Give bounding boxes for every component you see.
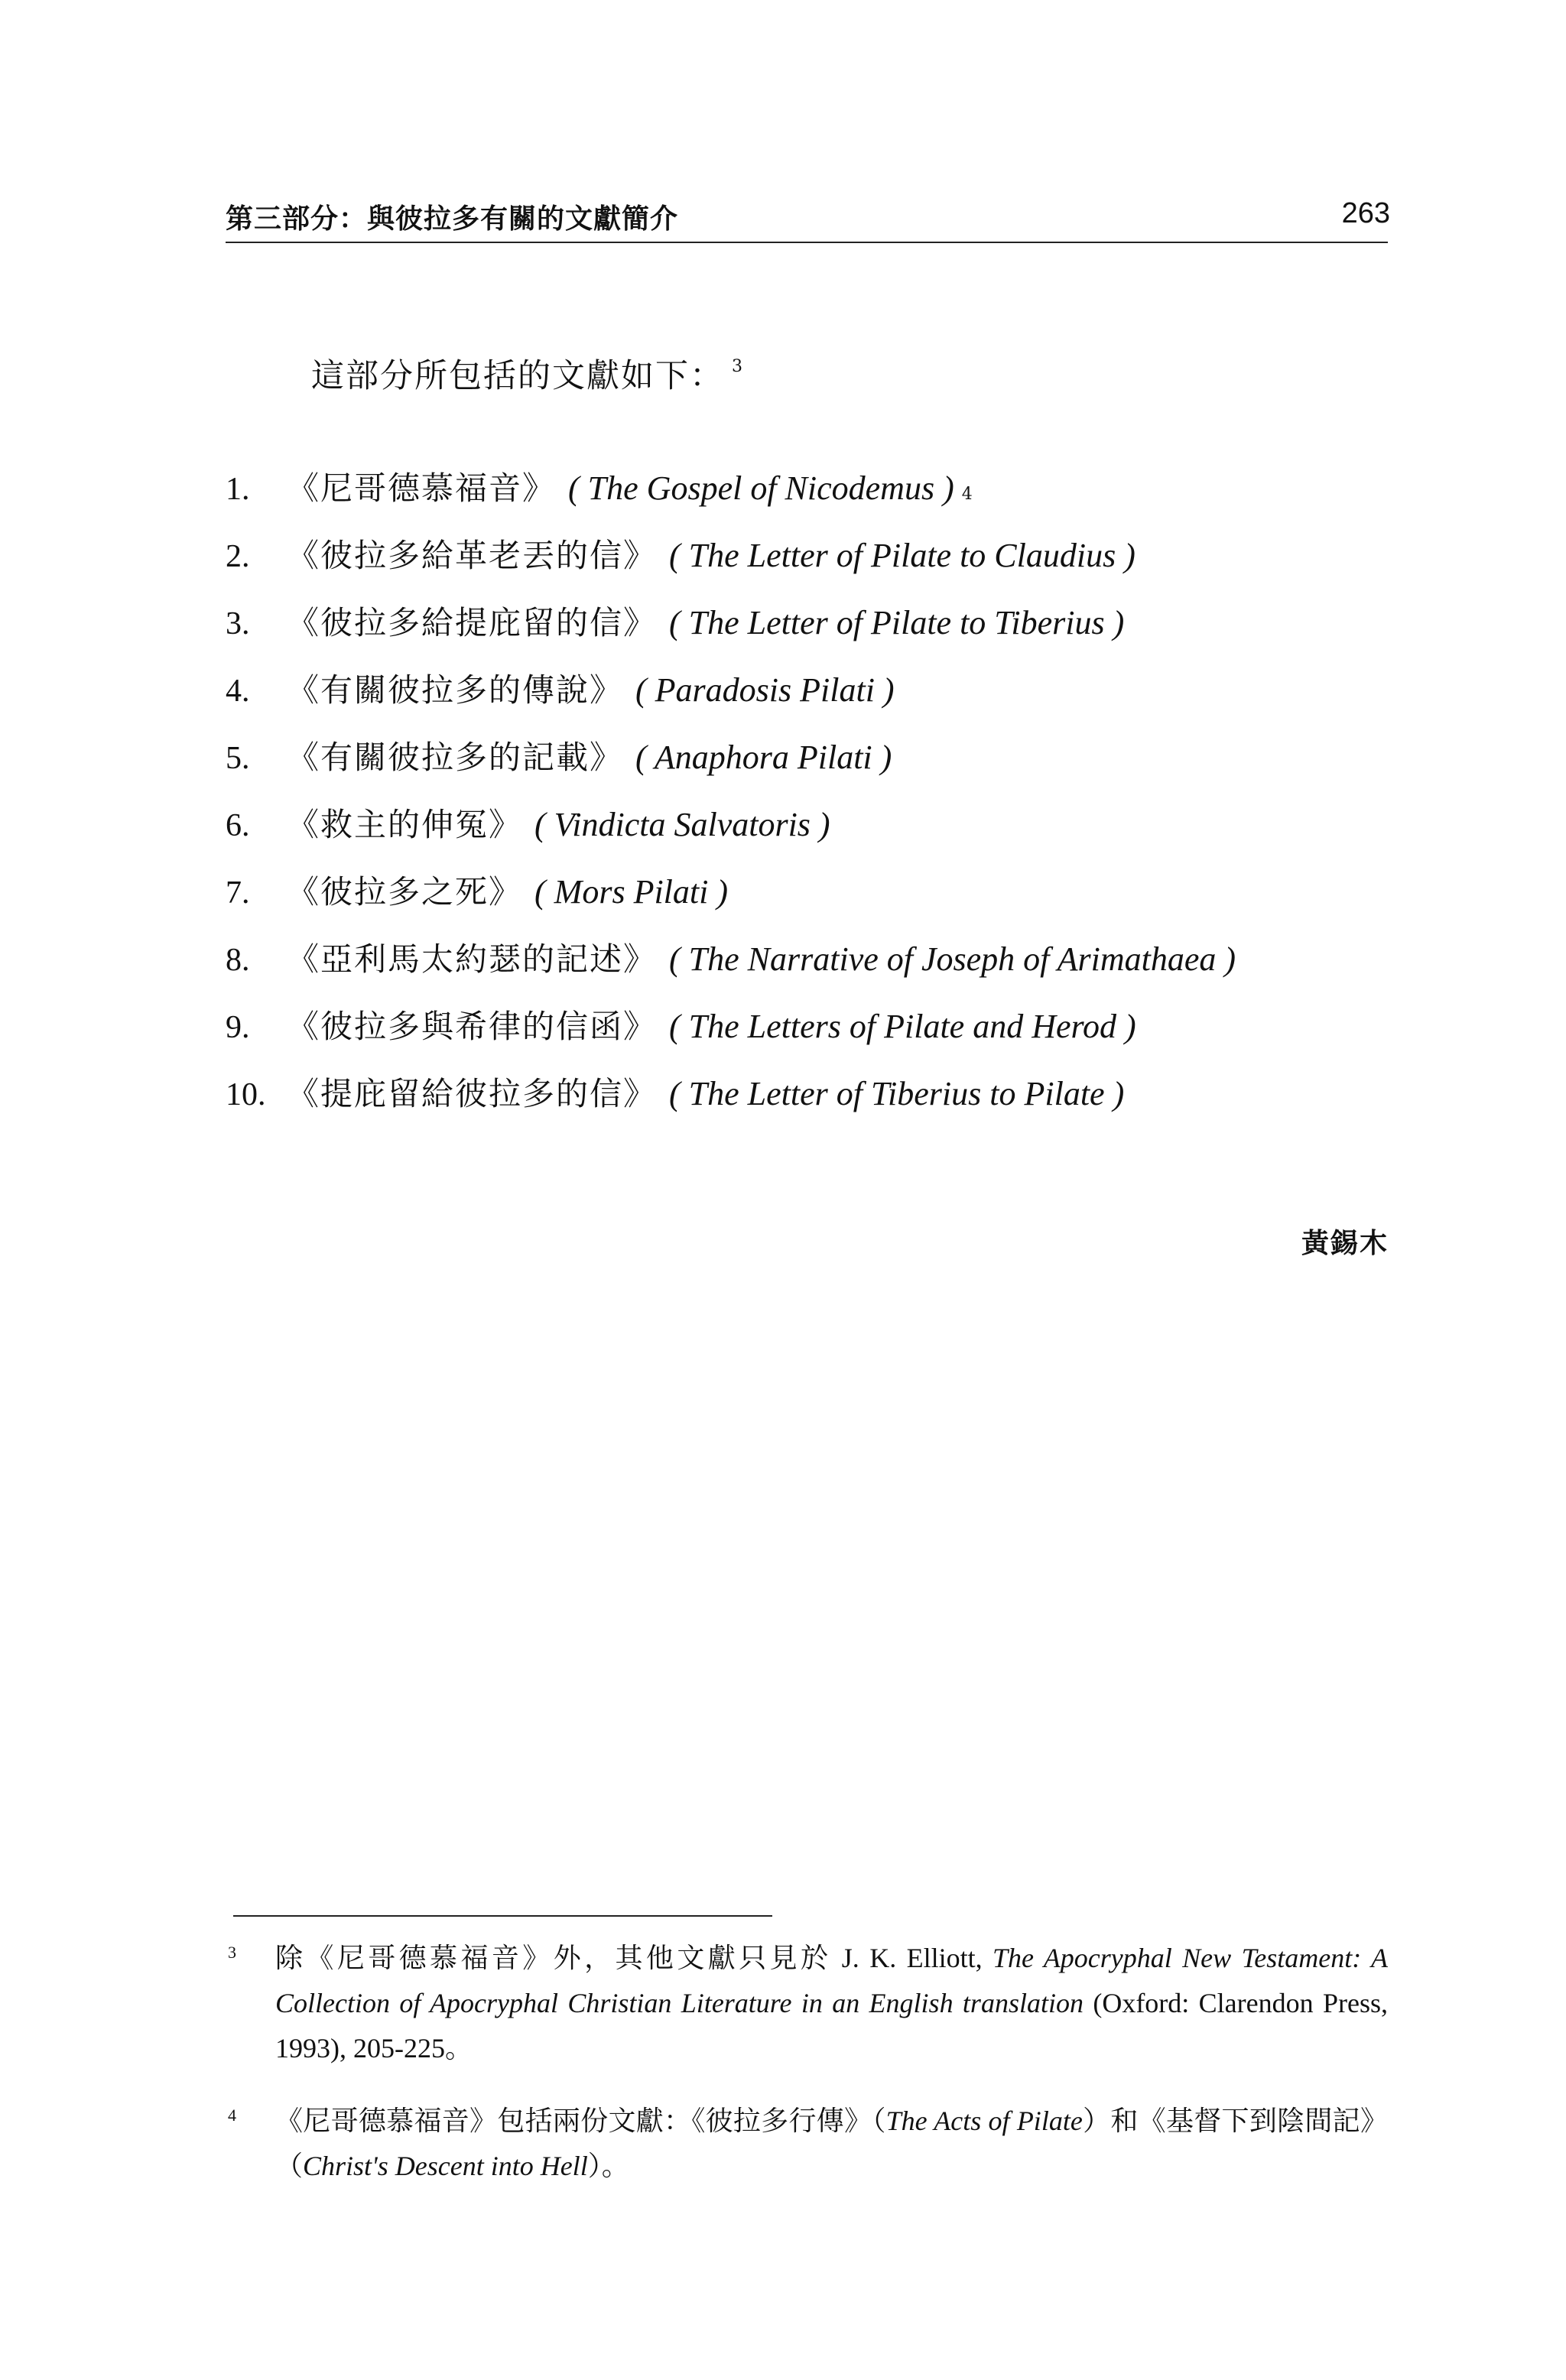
footnote-text: ）。 xyxy=(587,2151,629,2181)
document-list xyxy=(226,463,1236,1136)
header-rule xyxy=(226,242,1388,243)
item-english-title: ( The Letter of Pilate to Claudius ) xyxy=(669,537,1136,574)
item-english-title: ( The Gospel of Nicodemus ) xyxy=(568,469,954,507)
footnote-text: (Oxford: Clarendon Press, 1993), 205-225。 xyxy=(275,1988,1388,2063)
item-number: 6. xyxy=(226,808,250,843)
item-english-title: ( The Letters of Pilate and Herod ) xyxy=(669,1008,1136,1045)
item-chinese-title: 《彼拉多之死》 xyxy=(287,873,523,911)
item-english-title: ( Vindicta Salvatoris ) xyxy=(534,806,830,843)
item-english-title: ( The Letter of Pilate to Tiberius ) xyxy=(669,604,1125,641)
list-item xyxy=(226,665,1236,732)
item-chinese-title: 《提庇留給彼拉多的信》 xyxy=(287,1075,658,1112)
footnote-ref-4: 4 xyxy=(961,485,973,504)
footnote-text: 《尼哥德慕福音》包括兩份文獻：《彼拉多行傳》（ xyxy=(275,2106,886,2136)
page-number: 263 xyxy=(1341,197,1390,229)
intro-paragraph xyxy=(311,350,742,397)
item-english-title: ( The Letter of Tiberius to Pilate ) xyxy=(669,1075,1125,1112)
list-item xyxy=(226,800,1236,867)
item-chinese-title: 《彼拉多給提庇留的信》 xyxy=(287,604,658,641)
list-item xyxy=(226,531,1236,598)
footnote-rule xyxy=(233,1915,772,1917)
item-number: 8. xyxy=(226,943,250,978)
item-number: 5. xyxy=(226,741,250,776)
footnote-3 xyxy=(228,1936,1388,2071)
item-number: 4. xyxy=(226,674,250,709)
footnote-mark: 3 xyxy=(228,1943,236,1962)
list-item xyxy=(226,463,1236,531)
list-item xyxy=(226,598,1236,665)
item-chinese-title: 《救主的伸冤》 xyxy=(287,806,523,843)
item-chinese-title: 《有關彼拉多的記載》 xyxy=(287,739,624,776)
item-number: 7. xyxy=(226,875,250,911)
item-english-title: ( Paradosis Pilati ) xyxy=(635,671,895,709)
list-item xyxy=(226,1069,1236,1136)
item-english-title: ( Anaphora Pilati ) xyxy=(635,739,892,776)
item-english-title: ( Mors Pilati ) xyxy=(534,873,728,911)
item-number: 9. xyxy=(226,1010,250,1045)
running-head: 第三部分：與彼拉多有關的文獻簡介 xyxy=(226,203,679,235)
footnote-book-title: The Apocryphal New Testament: A Collection of Apocryphal Christian Literature in an English translation xyxy=(275,1943,1388,2018)
item-chinese-title: 《彼拉多與希律的信函》 xyxy=(287,1008,658,1045)
list-item xyxy=(226,1002,1236,1069)
author-name: 黃錫木 xyxy=(1301,1228,1389,1259)
list-item xyxy=(226,732,1236,800)
item-chinese-title: 《亞利馬太約瑟的記述》 xyxy=(287,940,658,978)
footnote-ref-3: 3 xyxy=(732,357,742,376)
intro-text: 這部分所包括的文獻如下： xyxy=(311,357,724,395)
item-chinese-title: 《彼拉多給革老丟的信》 xyxy=(287,537,658,574)
footnote-mark: 4 xyxy=(228,2106,236,2125)
item-english-title: ( The Narrative of Joseph of Arimathaea ) xyxy=(669,940,1236,978)
item-number: 10. xyxy=(226,1077,266,1112)
item-number: 2. xyxy=(226,539,250,574)
list-item xyxy=(226,934,1236,1002)
item-number: 3. xyxy=(226,606,250,641)
footnote-text: ）和《基督下到陰間記》（ xyxy=(275,2106,1388,2181)
footnote-book-title: The Acts of Pilate xyxy=(885,2106,1083,2136)
item-chinese-title: 《尼哥德慕福音》 xyxy=(287,469,557,507)
item-number: 1. xyxy=(226,472,250,507)
footnote-text: 除《尼哥德慕福音》外，其他文獻只見於 J. K. Elliott, xyxy=(275,1943,993,1973)
footnote-book-title: Christ's Descent into Hell xyxy=(303,2151,588,2181)
item-chinese-title: 《有關彼拉多的傳說》 xyxy=(287,671,624,709)
list-item xyxy=(226,867,1236,934)
footnote-4 xyxy=(228,2099,1388,2189)
